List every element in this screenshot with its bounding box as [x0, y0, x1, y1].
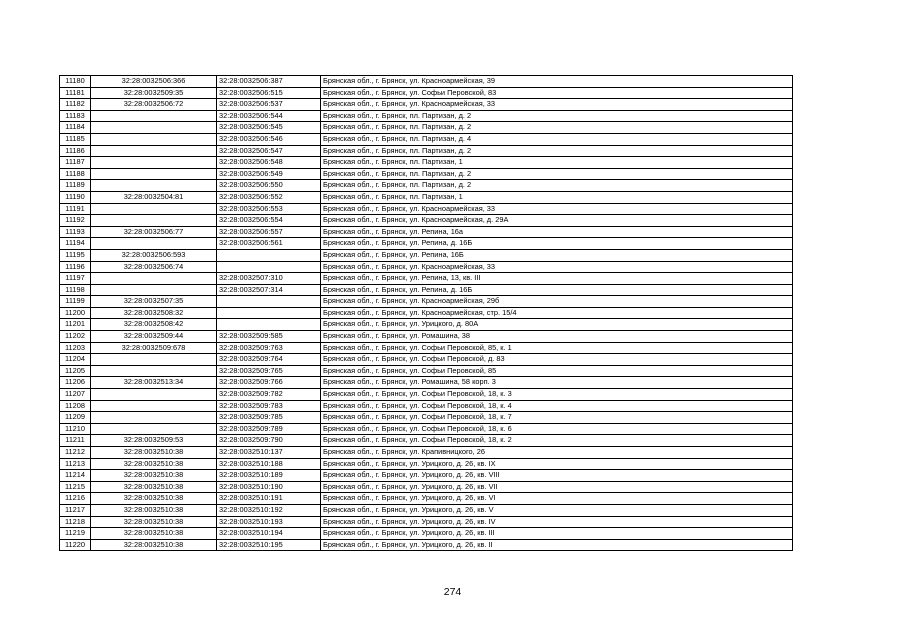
address-cell: Брянская обл., г. Брянск, ул. Урицкого, д. 26, кв. VIII [321, 470, 793, 482]
cadastral-new-cell: 32:28:0032506:544 [217, 110, 321, 122]
cadastral-old-cell: 32:28:0032513:34 [91, 377, 217, 389]
row-number-cell: 11184 [60, 122, 91, 134]
table-row [60, 354, 793, 366]
cadastral-old-cell: 32:28:0032510:38 [91, 504, 217, 516]
row-number-cell: 11180 [60, 76, 91, 88]
row-number-cell: 11209 [60, 412, 91, 424]
cadastral-new-cell: 32:28:0032506:545 [217, 122, 321, 134]
table-row [60, 539, 793, 551]
cadastral-new-cell: 32:28:0032509:766 [217, 377, 321, 389]
row-number-cell: 11188 [60, 168, 91, 180]
cadastral-old-cell: 32:28:0032510:38 [91, 539, 217, 551]
cadastral-old-cell [91, 412, 217, 424]
row-number-cell: 11192 [60, 215, 91, 227]
row-number-cell: 11218 [60, 516, 91, 528]
address-cell: Брянская обл., г. Брянск, ул. Красноармейская, 33 [321, 261, 793, 273]
address-cell: Брянская обл., г. Брянск, ул. Красноармейская, 33 [321, 203, 793, 215]
table-row [60, 423, 793, 435]
address-cell: Брянская обл., г. Брянск, пл. Партизан, д. 2 [321, 180, 793, 192]
cadastral-new-cell: 32:28:0032509:785 [217, 412, 321, 424]
cadastral-new-cell: 32:28:0032509:765 [217, 365, 321, 377]
cadastral-old-cell: 32:28:0032510:38 [91, 458, 217, 470]
cadastral-old-cell: 32:28:0032506:72 [91, 99, 217, 111]
address-cell: Брянская обл., г. Брянск, пл. Партизан, д. 2 [321, 168, 793, 180]
address-cell: Брянская обл., г. Брянск, ул. Репина, 13, кв. III [321, 273, 793, 285]
cadastral-old-cell: 32:28:0032508:32 [91, 307, 217, 319]
address-cell: Брянская обл., г. Брянск, ул. Урицкого, д. 26, кв. IX [321, 458, 793, 470]
cadastral-old-cell: 32:28:0032508:42 [91, 319, 217, 331]
table-row [60, 284, 793, 296]
table-row [60, 331, 793, 343]
cadastral-old-cell [91, 145, 217, 157]
row-number-cell: 11203 [60, 342, 91, 354]
address-cell: Брянская обл., г. Брянск, пл. Партизан, д. 2 [321, 110, 793, 122]
row-number-cell: 11200 [60, 307, 91, 319]
cadastral-new-cell: 32:28:0032507:314 [217, 284, 321, 296]
address-cell: Брянская обл., г. Брянск, ул. Урицкого, д. 80А [321, 319, 793, 331]
table-row [60, 122, 793, 134]
cadastral-new-cell [217, 307, 321, 319]
table-row [60, 516, 793, 528]
cadastral-old-cell: 32:28:0032509:53 [91, 435, 217, 447]
cadastral-old-cell: 32:28:0032510:38 [91, 470, 217, 482]
address-cell: Брянская обл., г. Брянск, ул. Урицкого, д. 26, кв. IV [321, 516, 793, 528]
table-row [60, 307, 793, 319]
row-number-cell: 11193 [60, 226, 91, 238]
table-row [60, 203, 793, 215]
address-cell: Брянская обл., г. Брянск, ул. Софьи Перовской, 85, к. 1 [321, 342, 793, 354]
cadastral-new-cell: 32:28:0032510:193 [217, 516, 321, 528]
cadastral-table [59, 75, 793, 551]
table-row [60, 191, 793, 203]
cadastral-new-cell: 32:28:0032510:188 [217, 458, 321, 470]
table-row [60, 296, 793, 308]
cadastral-old-cell [91, 423, 217, 435]
address-cell: Брянская обл., г. Брянск, ул. Репина, 16а [321, 226, 793, 238]
row-number-cell: 11198 [60, 284, 91, 296]
table-row [60, 493, 793, 505]
cadastral-old-cell: 32:28:0032510:38 [91, 528, 217, 540]
table-row [60, 365, 793, 377]
row-number-cell: 11212 [60, 447, 91, 459]
row-number-cell: 11181 [60, 87, 91, 99]
row-number-cell: 11210 [60, 423, 91, 435]
table-row [60, 249, 793, 261]
table-row [60, 273, 793, 285]
cadastral-old-cell: 32:28:0032509:35 [91, 87, 217, 99]
table-row [60, 133, 793, 145]
row-number-cell: 11215 [60, 481, 91, 493]
table-row [60, 528, 793, 540]
address-cell: Брянская обл., г. Брянск, ул. Красноармейская, 29б [321, 296, 793, 308]
cadastral-new-cell: 32:28:0032506:554 [217, 215, 321, 227]
cadastral-old-cell [91, 110, 217, 122]
cadastral-new-cell: 32:28:0032509:763 [217, 342, 321, 354]
cadastral-old-cell [91, 365, 217, 377]
row-number-cell: 11216 [60, 493, 91, 505]
address-cell: Брянская обл., г. Брянск, ул. Софьи Перовской, 83 [321, 87, 793, 99]
cadastral-old-cell: 32:28:0032507:35 [91, 296, 217, 308]
cadastral-new-cell: 32:28:0032510:137 [217, 447, 321, 459]
row-number-cell: 11219 [60, 528, 91, 540]
cadastral-new-cell: 32:28:0032509:585 [217, 331, 321, 343]
address-cell: Брянская обл., г. Брянск, ул. Софьи Перовской, д. 83 [321, 354, 793, 366]
cadastral-new-cell: 32:28:0032506:561 [217, 238, 321, 250]
table-row [60, 261, 793, 273]
cadastral-new-cell: 32:28:0032510:190 [217, 481, 321, 493]
address-cell: Брянская обл., г. Брянск, ул. Ромашина, 38 [321, 331, 793, 343]
address-cell: Брянская обл., г. Брянск, ул. Софьи Перовской, 18, к. 3 [321, 389, 793, 401]
cadastral-new-cell [217, 319, 321, 331]
cadastral-new-cell: 32:28:0032506:387 [217, 76, 321, 88]
cadastral-old-cell [91, 133, 217, 145]
address-cell: Брянская обл., г. Брянск, ул. Ромашина, 58 корп. 3 [321, 377, 793, 389]
cadastral-old-cell: 32:28:0032510:38 [91, 493, 217, 505]
address-cell: Брянская обл., г. Брянск, ул. Софьи Перовской, 18, к. 2 [321, 435, 793, 447]
table-row [60, 435, 793, 447]
cadastral-new-cell: 32:28:0032506:548 [217, 157, 321, 169]
table-row [60, 215, 793, 227]
cadastral-old-cell [91, 203, 217, 215]
cadastral-new-cell: 32:28:0032506:546 [217, 133, 321, 145]
row-number-cell: 11189 [60, 180, 91, 192]
address-cell: Брянская обл., г. Брянск, ул. Софьи Перовской, 18, к. 6 [321, 423, 793, 435]
table-body [60, 76, 793, 551]
row-number-cell: 11202 [60, 331, 91, 343]
row-number-cell: 11207 [60, 389, 91, 401]
cadastral-old-cell [91, 168, 217, 180]
address-cell: Брянская обл., г. Брянск, ул. Красноармейская, д. 29А [321, 215, 793, 227]
cadastral-old-cell [91, 238, 217, 250]
cadastral-new-cell: 32:28:0032506:552 [217, 191, 321, 203]
row-number-cell: 11211 [60, 435, 91, 447]
cadastral-old-cell [91, 215, 217, 227]
table-row [60, 412, 793, 424]
cadastral-new-cell: 32:28:0032510:189 [217, 470, 321, 482]
row-number-cell: 11191 [60, 203, 91, 215]
cadastral-new-cell: 32:28:0032506:537 [217, 99, 321, 111]
table-row [60, 342, 793, 354]
address-cell: Брянская обл., г. Брянск, ул. Урицкого, д. 26, кв. III [321, 528, 793, 540]
cadastral-new-cell: 32:28:0032506:515 [217, 87, 321, 99]
address-cell: Брянская обл., г. Брянск, пл. Партизан, д. 4 [321, 133, 793, 145]
address-cell: Брянская обл., г. Брянск, ул. Урицкого, д. 26, кв. II [321, 539, 793, 551]
table-row [60, 180, 793, 192]
cadastral-old-cell: 32:28:0032510:38 [91, 447, 217, 459]
table-row [60, 168, 793, 180]
cadastral-new-cell: 32:28:0032510:192 [217, 504, 321, 516]
row-number-cell: 11185 [60, 133, 91, 145]
cadastral-old-cell [91, 180, 217, 192]
cadastral-old-cell: 32:28:0032506:77 [91, 226, 217, 238]
cadastral-old-cell: 32:28:0032506:74 [91, 261, 217, 273]
row-number-cell: 11186 [60, 145, 91, 157]
table-row [60, 238, 793, 250]
address-cell: Брянская обл., г. Брянск, ул. Репина, 16Б [321, 249, 793, 261]
table-row [60, 87, 793, 99]
cadastral-new-cell: 32:28:0032510:191 [217, 493, 321, 505]
address-cell: Брянская обл., г. Брянск, ул. Софьи Перовской, 85 [321, 365, 793, 377]
address-cell: Брянская обл., г. Брянск, ул. Крапивницкого, 26 [321, 447, 793, 459]
table-row [60, 377, 793, 389]
table-row [60, 458, 793, 470]
address-cell: Брянская обл., г. Брянск, ул. Репина, д. 16Б [321, 284, 793, 296]
cadastral-old-cell: 32:28:0032510:38 [91, 481, 217, 493]
row-number-cell: 11206 [60, 377, 91, 389]
row-number-cell: 11183 [60, 110, 91, 122]
table-row [60, 157, 793, 169]
row-number-cell: 11214 [60, 470, 91, 482]
table-row [60, 226, 793, 238]
page-number: 274 [443, 586, 462, 598]
address-cell: Брянская обл., г. Брянск, ул. Красноармейская, 39 [321, 76, 793, 88]
cadastral-old-cell [91, 400, 217, 412]
cadastral-old-cell: 32:28:0032506:366 [91, 76, 217, 88]
cadastral-new-cell: 32:28:0032506:550 [217, 180, 321, 192]
address-cell: Брянская обл., г. Брянск, ул. Софьи Перовской, 18, к. 4 [321, 400, 793, 412]
cadastral-new-cell: 32:28:0032509:783 [217, 400, 321, 412]
address-cell: Брянская обл., г. Брянск, ул. Урицкого, д. 26, кв. VI [321, 493, 793, 505]
row-number-cell: 11196 [60, 261, 91, 273]
cadastral-new-cell: 32:28:0032506:557 [217, 226, 321, 238]
table-row [60, 319, 793, 331]
table-row [60, 400, 793, 412]
address-cell: Брянская обл., г. Брянск, ул. Урицкого, д. 26, кв. VII [321, 481, 793, 493]
cadastral-old-cell [91, 122, 217, 134]
row-number-cell: 11208 [60, 400, 91, 412]
address-cell: Брянская обл., г. Брянск, ул. Красноармейская, стр. 15/4 [321, 307, 793, 319]
row-number-cell: 11201 [60, 319, 91, 331]
row-number-cell: 11205 [60, 365, 91, 377]
cadastral-new-cell [217, 249, 321, 261]
row-number-cell: 11187 [60, 157, 91, 169]
cadastral-new-cell: 32:28:0032506:549 [217, 168, 321, 180]
cadastral-old-cell: 32:28:0032504:81 [91, 191, 217, 203]
row-number-cell: 11190 [60, 191, 91, 203]
row-number-cell: 11197 [60, 273, 91, 285]
address-cell: Брянская обл., г. Брянск, ул. Урицкого, д. 26, кв. V [321, 504, 793, 516]
row-number-cell: 11220 [60, 539, 91, 551]
address-cell: Брянская обл., г. Брянск, ул. Софьи Перовской, 18, к. 7 [321, 412, 793, 424]
row-number-cell: 11194 [60, 238, 91, 250]
cadastral-new-cell: 32:28:0032510:195 [217, 539, 321, 551]
table-row [60, 99, 793, 111]
cadastral-old-cell: 32:28:0032509:44 [91, 331, 217, 343]
row-number-cell: 11182 [60, 99, 91, 111]
address-cell: Брянская обл., г. Брянск, ул. Репина, д. 16Б [321, 238, 793, 250]
table-row [60, 76, 793, 88]
address-cell: Брянская обл., г. Брянск, пл. Партизан, 1 [321, 191, 793, 203]
cadastral-new-cell: 32:28:0032507:310 [217, 273, 321, 285]
cadastral-new-cell: 32:28:0032509:782 [217, 389, 321, 401]
table-row [60, 481, 793, 493]
table-row [60, 470, 793, 482]
table-row [60, 447, 793, 459]
cadastral-new-cell: 32:28:0032506:547 [217, 145, 321, 157]
row-number-cell: 11195 [60, 249, 91, 261]
cadastral-new-cell [217, 261, 321, 273]
cadastral-old-cell [91, 354, 217, 366]
cadastral-new-cell: 32:28:0032509:764 [217, 354, 321, 366]
cadastral-new-cell: 32:28:0032506:553 [217, 203, 321, 215]
row-number-cell: 11199 [60, 296, 91, 308]
address-cell: Брянская обл., г. Брянск, пл. Партизан, д. 2 [321, 145, 793, 157]
table-row [60, 389, 793, 401]
address-cell: Брянская обл., г. Брянск, ул. Красноармейская, 33 [321, 99, 793, 111]
cadastral-new-cell: 32:28:0032509:790 [217, 435, 321, 447]
cadastral-old-cell [91, 284, 217, 296]
cadastral-new-cell: 32:28:0032509:789 [217, 423, 321, 435]
cadastral-old-cell [91, 273, 217, 285]
row-number-cell: 11217 [60, 504, 91, 516]
cadastral-new-cell [217, 296, 321, 308]
cadastral-old-cell [91, 157, 217, 169]
cadastral-new-cell: 32:28:0032510:194 [217, 528, 321, 540]
cadastral-old-cell: 32:28:0032509:678 [91, 342, 217, 354]
cadastral-old-cell: 32:28:0032506:593 [91, 249, 217, 261]
table-row [60, 145, 793, 157]
table-row [60, 110, 793, 122]
table-row [60, 504, 793, 516]
address-cell: Брянская обл., г. Брянск, пл. Партизан, 1 [321, 157, 793, 169]
row-number-cell: 11204 [60, 354, 91, 366]
cadastral-old-cell [91, 389, 217, 401]
address-cell: Брянская обл., г. Брянск, пл. Партизан, д. 2 [321, 122, 793, 134]
cadastral-old-cell: 32:28:0032510:38 [91, 516, 217, 528]
row-number-cell: 11213 [60, 458, 91, 470]
